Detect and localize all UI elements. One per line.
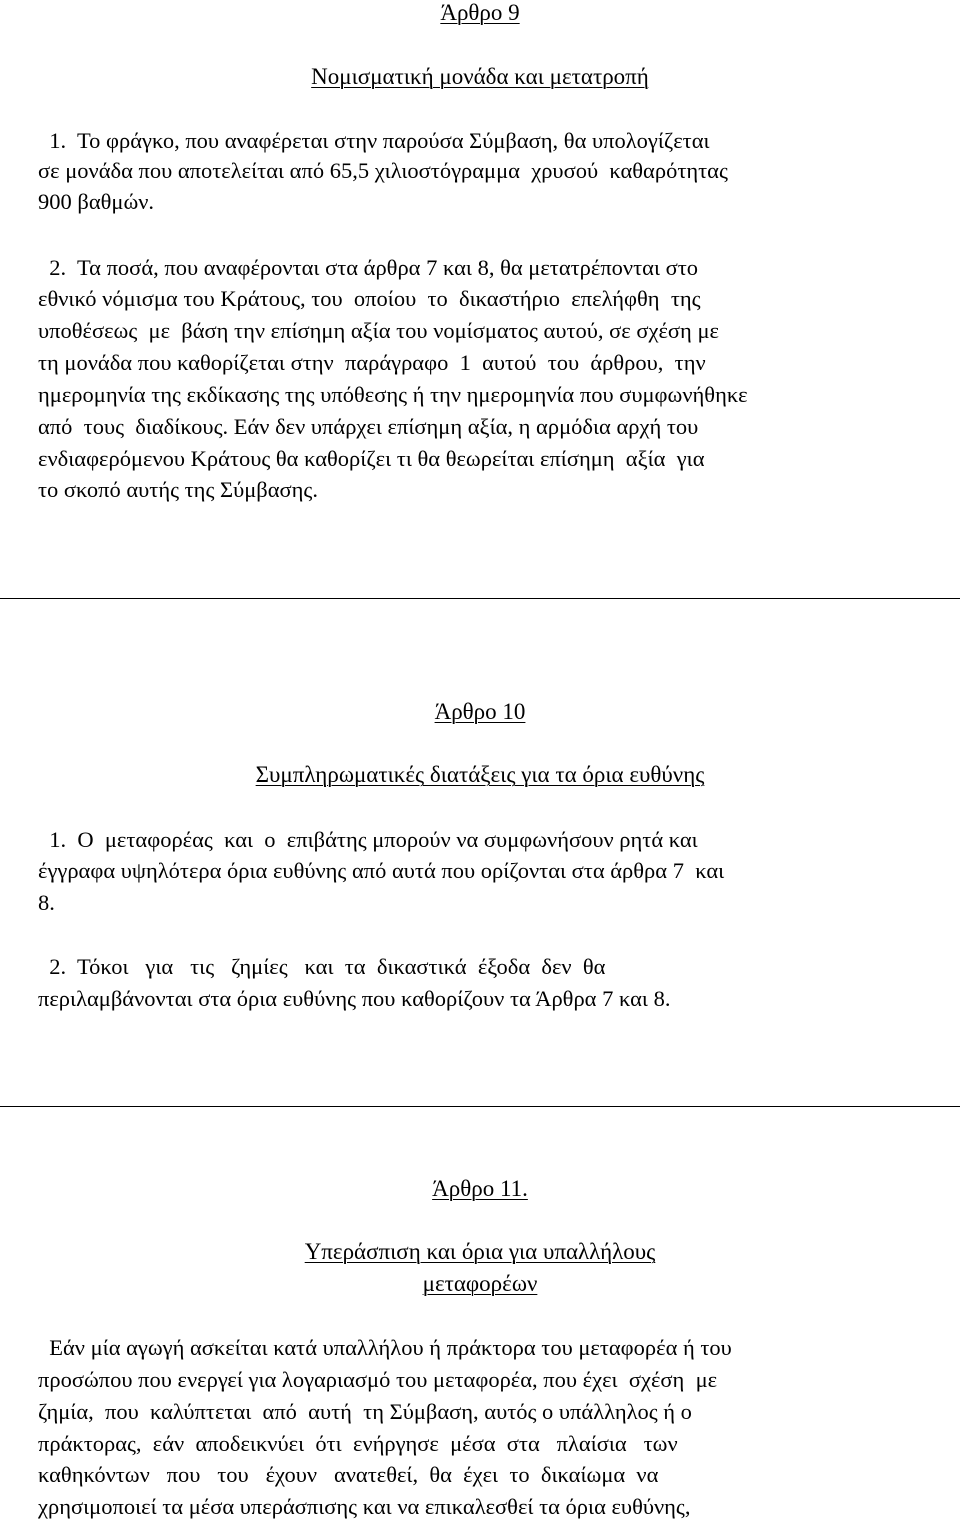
text-line: καθηκόντων που του έχουν ανατεθεί, θα έχει το δικαίωμα να (38, 1462, 659, 1487)
text-line: 8. (38, 890, 55, 915)
section-divider (0, 598, 960, 599)
text-line: υποθέσεως με βάση την επίσημη αξία του νομίσματος αυτού, σε σχέση με (38, 318, 719, 343)
text-line: το σκοπό αυτής της Σύμβασης. (38, 477, 318, 502)
text-line: 2. Τόκοι για τις ζημίες και τα δικαστικά έξοδα δεν θα (38, 954, 606, 979)
text-line: έγγραφα υψηλότερα όρια ευθύνης από αυτά που ορίζονται στα άρθρα 7 και (38, 858, 725, 883)
text-line: πράκτορας, εάν αποδεικνύει ότι ενήργησε μέσα στα πλαίσια των (38, 1431, 678, 1456)
article-11-subtitle: Υπεράσπιση και όρια για υπαλλήλους (304, 1239, 656, 1264)
text-line: τη μονάδα που καθορίζεται στην παράγραφο 1 αυτού του άρθρου, την (38, 350, 706, 375)
text-line: 2. Τα ποσά, που αναφέρονται στα άρθρα 7 και 8, θα μετατρέπονται στο (38, 255, 699, 280)
text-line: ενδιαφερόμενου Κράτους θα καθορίζει τι θα θεωρείται επίσημη αξία για (38, 446, 705, 471)
text-line: σε μονάδα που αποτελείται από 65,5 χιλιοστόγραμμα χρυσού καθαρότητας (38, 158, 728, 183)
article-10-title: Άρθρο 10 (434, 699, 526, 724)
section-divider (0, 1106, 960, 1107)
text-line: 900 βαθμών. (38, 189, 155, 214)
article-10-subtitle: Συμπληρωματικές διατάξεις για τα όρια ευθύνης (255, 762, 705, 787)
text-line: από τους διαδίκους. Εάν δεν υπάρχει επίσημη αξία, η αρμόδια αρχή του (38, 414, 699, 439)
text-line: προσώπου που ενεργεί για λογαριασμό του μεταφορέα, που έχει σχέση με (38, 1367, 718, 1392)
text-line: 1. Ο μεταφορέας και ο επιβάτης μπορούν να συμφωνήσουν ρητά και (38, 827, 698, 852)
text-line: 1. Το φράγκο, που αναφέρεται στην παρούσα Σύμβαση, θα υπολογίζεται (38, 128, 710, 153)
article-11-subtitle-continued: μεταφορέων (422, 1271, 538, 1296)
article-9-subtitle: Νομισματική μονάδα και μετατροπή (311, 64, 649, 89)
article-11-title: Άρθρο 11. (432, 1176, 528, 1201)
text-line: Εάν μία αγωγή ασκείται κατά υπαλλήλου ή πράκτορα του μεταφορέα ή του (38, 1335, 732, 1360)
text-line: ζημία, που καλύπτεται από αυτή τη Σύμβαση, αυτός ο υπάλληλος ή ο (38, 1399, 692, 1424)
text-line: χρησιμοποιεί τα μέσα υπεράσπισης και να επικαλεσθεί τα όρια ευθύνης, (38, 1494, 691, 1519)
text-line: εθνικό νόμισμα του Κράτους, του οποίου το δικαστήριο επελήφθη της (38, 286, 701, 311)
text-line: περιλαμβάνονται στα όρια ευθύνης που καθορίζουν τα Άρθρα 7 και 8. (38, 986, 671, 1011)
article-9-title: Άρθρο 9 (440, 0, 520, 25)
text-line: ημερομηνία της εκδίκασης της υπόθεσης ή την ημερομηνία που συμφωνήθηκε (38, 382, 748, 407)
